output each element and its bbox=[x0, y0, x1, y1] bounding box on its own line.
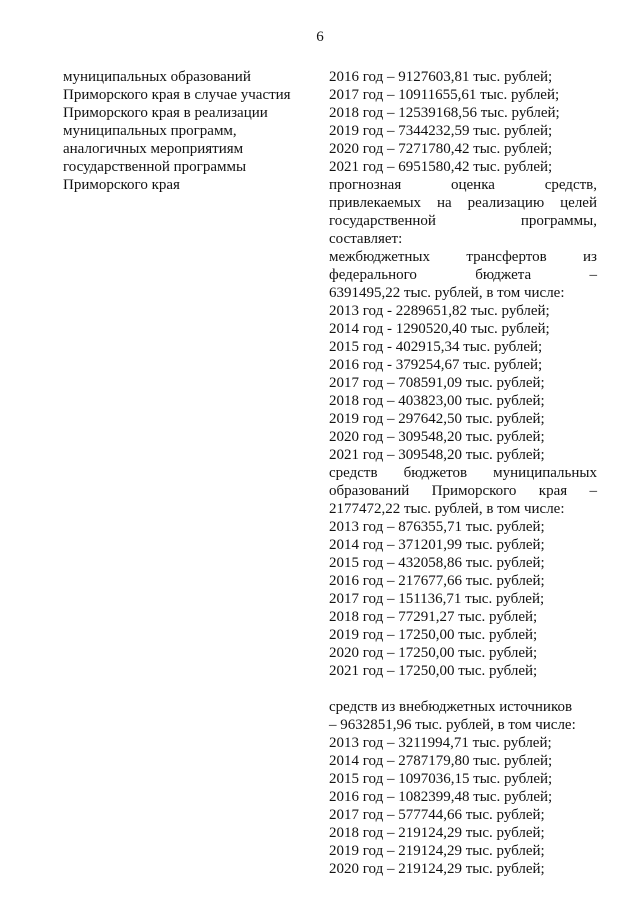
funding-year-line: 2015 год – 432058,86 тыс. рублей; bbox=[329, 555, 545, 571]
funding-year-line: 2018 год – 219124,29 тыс. рублей; bbox=[329, 825, 545, 841]
label-line: аналогичных мероприятиям bbox=[63, 141, 244, 157]
paragraph-line: 2177472,22 тыс. рублей, в том числе: bbox=[329, 501, 565, 517]
funding-year-line: 2020 год – 219124,29 тыс. рублей; bbox=[329, 861, 545, 877]
paragraph-line: составляет: bbox=[329, 231, 403, 247]
funding-year-line: 2020 год – 309548,20 тыс. рублей; bbox=[329, 429, 545, 445]
funding-year-line: 2020 год – 17250,00 тыс. рублей; bbox=[329, 645, 538, 661]
funding-year-line: 2013 год – 3211994,71 тыс. рублей; bbox=[329, 735, 552, 751]
label-line: муниципальных программ, bbox=[63, 123, 237, 139]
funding-year-line: 2014 год – 2787179,80 тыс. рублей; bbox=[329, 753, 553, 769]
funding-year-line: 2021 год – 309548,20 тыс. рублей; bbox=[329, 447, 545, 463]
funding-year-line: 2021 год – 17250,00 тыс. рублей; bbox=[329, 663, 538, 679]
funding-year-line: 2020 год – 7271780,42 тыс. рублей; bbox=[329, 141, 553, 157]
funding-year-line: 2017 год – 577744,66 тыс. рублей; bbox=[329, 807, 545, 823]
label-line: Приморского края bbox=[63, 177, 180, 193]
funding-year-line: 2016 год – 9127603,81 тыс. рублей; bbox=[329, 69, 553, 85]
local-budgets-block bbox=[329, 464, 597, 680]
paragraph-line: – 9632851,96 тыс. рублей, в том числе: bbox=[329, 717, 576, 733]
label-line: муниципальных образований bbox=[63, 69, 251, 85]
funding-year-line: 2019 год – 17250,00 тыс. рублей; bbox=[329, 627, 538, 643]
passport-row-value bbox=[329, 68, 597, 878]
passport-row-label bbox=[63, 68, 318, 194]
funding-year-line: 2018 год – 12539168,56 тыс. рублей; bbox=[329, 105, 560, 121]
funding-year-line: 2019 год – 219124,29 тыс. рублей; bbox=[329, 843, 545, 859]
paragraph-line: государственной программы, bbox=[329, 213, 597, 229]
paragraph-gap bbox=[329, 680, 597, 698]
funding-year-line: 2015 год - 402915,34 тыс. рублей; bbox=[329, 339, 543, 355]
funding-year-line: 2013 год - 2289651,82 тыс. рублей; bbox=[329, 303, 550, 319]
label-line: Приморского края в случае участия bbox=[63, 87, 291, 103]
funding-year-line: 2017 год – 708591,09 тыс. рублей; bbox=[329, 375, 545, 391]
municipal-funding-list bbox=[329, 68, 597, 176]
paragraph-line: прогнозная оценка средств, bbox=[329, 177, 597, 193]
paragraph-line: межбюджетных трансфертов из bbox=[329, 249, 597, 265]
label-line: Приморского края в реализации bbox=[63, 105, 268, 121]
paragraph-line: привлекаемых на реализацию целей bbox=[329, 195, 597, 211]
paragraph-line: 6391495,22 тыс. рублей, в том числе: bbox=[329, 285, 565, 301]
funding-year-line: 2016 год – 1082399,48 тыс. рублей; bbox=[329, 789, 553, 805]
funding-year-line: 2017 год – 151136,71 тыс. рублей; bbox=[329, 591, 545, 607]
funding-year-line: 2013 год – 876355,71 тыс. рублей; bbox=[329, 519, 545, 535]
funding-year-line: 2021 год – 6951580,42 тыс. рублей; bbox=[329, 159, 553, 175]
funding-year-line: 2018 год – 77291,27 тыс. рублей; bbox=[329, 609, 538, 625]
label-line: государственной программы bbox=[63, 159, 247, 175]
funding-year-line: 2015 год – 1097036,15 тыс. рублей; bbox=[329, 771, 553, 787]
page-number: 6 bbox=[316, 29, 324, 45]
paragraph-line: федерального бюджета – bbox=[329, 267, 597, 283]
funding-year-line: 2017 год – 10911655,61 тыс. рублей; bbox=[329, 87, 560, 103]
funding-year-line: 2014 год - 1290520,40 тыс. рублей; bbox=[329, 321, 550, 337]
paragraph-line: средств бюджетов муниципальных bbox=[329, 465, 597, 481]
funding-year-line: 2019 год – 297642,50 тыс. рублей; bbox=[329, 411, 545, 427]
funding-year-line: 2014 год – 371201,99 тыс. рублей; bbox=[329, 537, 545, 553]
forecast-intro bbox=[329, 176, 597, 248]
funding-year-line: 2018 год – 403823,00 тыс. рублей; bbox=[329, 393, 545, 409]
funding-year-line: 2016 год - 379254,67 тыс. рублей; bbox=[329, 357, 543, 373]
extrabudget-block bbox=[329, 698, 597, 878]
funding-year-line: 2016 год – 217677,66 тыс. рублей; bbox=[329, 573, 545, 589]
federal-transfers-block bbox=[329, 248, 597, 464]
funding-year-line: 2019 год – 7344232,59 тыс. рублей; bbox=[329, 123, 553, 139]
paragraph-line: средств из внебюджетных источников bbox=[329, 699, 573, 715]
paragraph-line: образований Приморского края – bbox=[329, 483, 597, 499]
